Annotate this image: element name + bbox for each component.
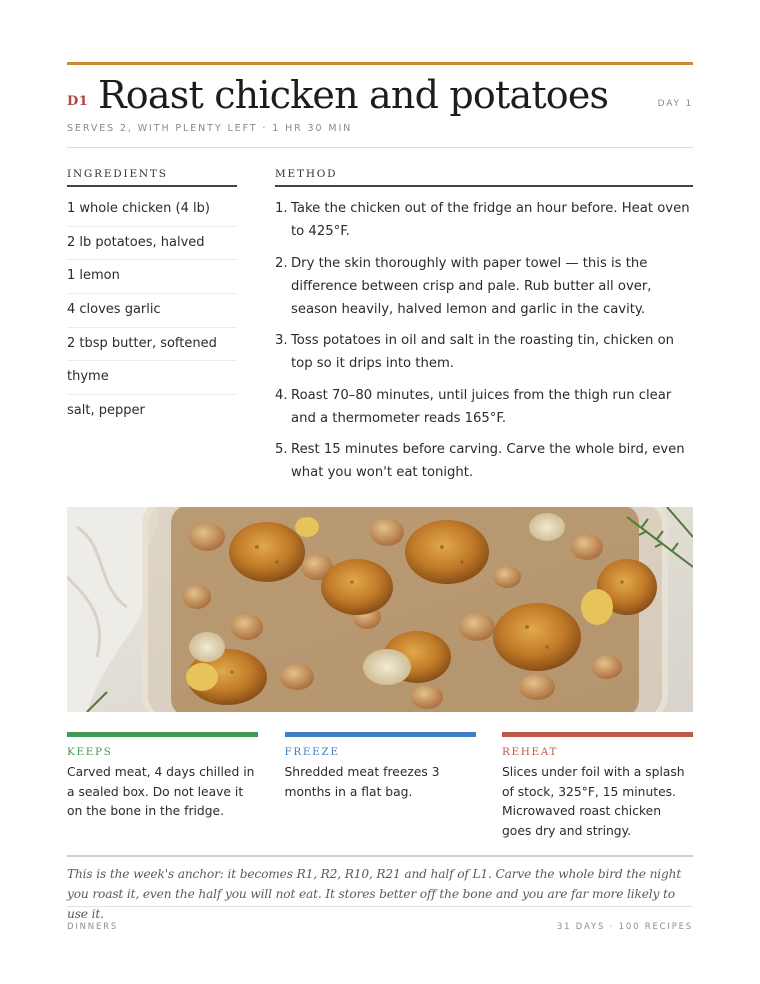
day-label: DAY 1: [657, 99, 693, 109]
page-title: Roast chicken and potatoes: [98, 73, 609, 117]
note-divider-top: [67, 855, 693, 857]
freeze-bar: [285, 732, 476, 737]
ingredient-item: 1 whole chicken (4 lb): [67, 193, 237, 227]
method-heading: METHOD: [275, 168, 338, 180]
header-divider: [67, 147, 693, 148]
recipe-code: D1: [67, 94, 89, 109]
keeps-bar: [67, 732, 258, 737]
roast-chicken-photo: [67, 507, 693, 712]
ingredient-item: thyme: [67, 361, 237, 395]
top-accent-rule: [67, 62, 693, 65]
keeps-text: Carved meat, 4 days chilled in a sealed box. Do not leave it on the bone in the fridge.: [67, 765, 255, 819]
method-step: [275, 384, 693, 430]
method-steps: [275, 197, 693, 493]
step-number: 3.: [275, 333, 288, 348]
method-heading-rule: [275, 185, 693, 187]
anchor-note: This is the week's anchor: it becomes R1, R2, R10, R21 and half of L1. Carve the whole bird the night you roast it, even the half you will not eat. It stores better off the bone and you are far more likely to use it.: [67, 867, 682, 921]
step-number: 1.: [275, 201, 288, 216]
step-number: 5.: [275, 442, 288, 457]
ingredients-heading: INGREDIENTS: [67, 168, 168, 180]
method-step: [275, 438, 693, 484]
keeps-label: KEEPS: [67, 746, 113, 758]
footer-book-info: 31 DAYS · 100 RECIPES: [556, 922, 693, 932]
step-text: Rest 15 minutes before carving. Carve the whole bird, even what you won't eat tonight.: [291, 442, 685, 480]
step-number: 2.: [275, 255, 288, 271]
method-step: [275, 197, 693, 243]
step-number: 4.: [275, 387, 288, 403]
ingredient-item: 4 cloves garlic: [67, 294, 237, 328]
ingredients-list: [67, 193, 237, 428]
step-text: Toss potatoes in oil and salt in the roasting tin, chicken on top so it drips into them.: [291, 333, 675, 371]
reheat-card: [502, 732, 693, 842]
method-step: [275, 329, 693, 375]
ingredient-item: 2 tbsp butter, softened: [67, 328, 237, 362]
freeze-label: FREEZE: [284, 746, 340, 758]
footer-section: DINNERS: [67, 922, 119, 932]
step-text: Roast 70–80 minutes, until juices from the thigh run clear and a thermometer reads 165°F.: [291, 387, 672, 426]
note-divider-bottom: [67, 906, 693, 907]
step-text: Take the chicken out of the fridge an hour before. Heat oven to 425°F.: [291, 201, 690, 239]
ingredient-item: salt, pepper: [67, 403, 145, 419]
ingredient-item: 2 lb potatoes, halved: [67, 227, 237, 261]
serves-and-time: SERVES 2, WITH PLENTY LEFT · 1 HR 30 MIN: [67, 123, 353, 134]
reheat-label: REHEAT: [502, 746, 559, 758]
recipe-header: [67, 72, 693, 122]
freeze-text: Shredded meat freezes 3 months in a flat bag.: [284, 765, 440, 799]
reheat-text: Slices under foil with a splash of stock, 325°F, 15 minutes. Microwaved roast chicken goes dry and stringy.: [502, 765, 685, 839]
freeze-card: [285, 732, 476, 802]
reheat-bar: [502, 732, 693, 737]
step-text: Dry the skin thoroughly with paper towel — this is the difference between crisp and pale. Rub butter all over, season heavily, halved lemon and garlic in the cavity.: [291, 255, 652, 317]
ingredients-heading-rule: [67, 185, 237, 187]
keeps-card: [67, 732, 258, 822]
method-step: [275, 252, 693, 321]
ingredient-item: 1 lemon: [67, 260, 237, 294]
